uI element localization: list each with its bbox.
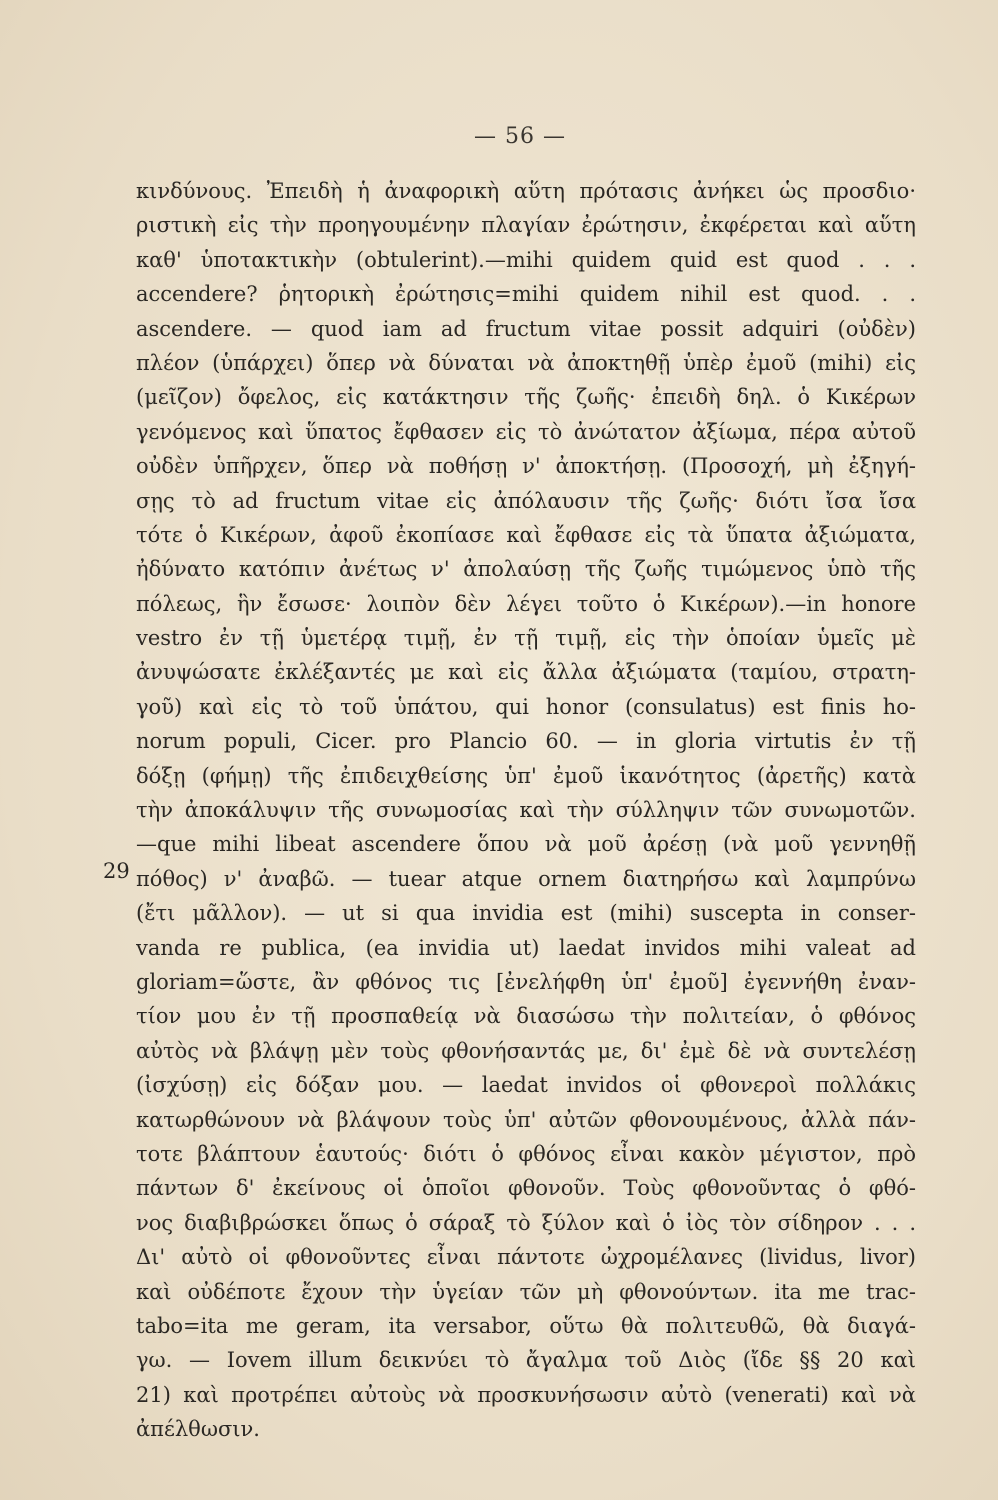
text-line: σῃς τὸ ad fructum vitae εἰς ἀπόλαυσιν τῆς ζωῆς· διότι ἴσα ἴσα <box>136 488 916 513</box>
text-line: ascendere. — quod iam ad fructum vitae possit adquiri (οὐδὲν) <box>136 316 916 341</box>
text-line: tabo=ita me geram, ita versabor, οὕτω θὰ πολιτευθῶ, θὰ διαγά- <box>136 1313 916 1338</box>
text-line: gloriam=ὥστε, ἂν φθόνος τις [ἐνελήφθη ὑπ' ἐμοῦ] ἐγεννήθη ἐναν- <box>136 969 916 994</box>
text-line: δόξῃ (φήμῃ) τῆς ἐπιδειχθείσης ὑπ' ἐμοῦ ἱκανότητος (ἀρετῆς) κατὰ <box>136 763 916 788</box>
page-number: — 56 — <box>474 124 566 149</box>
margin-line-number: 29 <box>103 859 130 883</box>
body-text <box>136 174 916 1446</box>
text-line: πλέον (ὑπάρχει) ὅπερ νὰ δύναται νὰ ἀποκτηθῇ ὑπὲρ ἐμοῦ (mihi) εἰς <box>136 350 916 375</box>
text-line: ἀνυψώσατε ἐκλέξαντές με καὶ εἰς ἄλλα ἀξιώματα (ταμίου, στρατη- <box>136 660 916 685</box>
text-line: vestro ἐν τῇ ὑμετέρᾳ τιμῇ, ἐν τῇ τιμῇ, εἰς τὴν ὁποίαν ὑμεῖς μὲ <box>136 626 916 651</box>
text-line: πάντων δ' ἐκείνους οἱ ὁποῖοι φθονοῦν. Τοὺς φθονοῦντας ὁ φθό- <box>136 1176 916 1201</box>
text-line: πόθος) ν' ἀναβῶ. — tuear atque ornem διατηρήσω καὶ λαμπρύνω <box>136 866 916 891</box>
text-line: πόλεως, ἣν ἔσωσε· λοιπὸν δὲν λέγει τοῦτο ὁ Κικέρων).—in honore <box>136 591 916 616</box>
text-line: κατωρθώνουν νὰ βλάψουν τοὺς ὑπ' αὐτῶν φθονουμένους, ἀλλὰ πάν- <box>136 1107 916 1132</box>
text-line: καθ' ὑποτακτικὴν (obtulerint).—mihi quidem quid est quod . . . <box>136 247 916 272</box>
text-line: νος διαβιβρώσκει ὅπως ὁ σάραξ τὸ ξύλον καὶ ὁ ἰὸς τὸν σίδηρον . . . <box>136 1210 916 1235</box>
text-line: γενόμενος καὶ ὕπατος ἔφθασεν εἰς τὸ ἀνώτατον ἀξίωμα, πέρα αὐτοῦ <box>136 419 916 444</box>
text-line: τὴν ἀποκάλυψιν τῆς συνωμοσίας καὶ τὴν σύλληψιν τῶν συνωμοτῶν. <box>136 798 916 823</box>
text-line: οὐδὲν ὑπῆρχεν, ὅπερ νὰ ποθήσῃ ν' ἀποκτήσῃ. (Προσοχή, μὴ ἐξηγή- <box>136 454 916 479</box>
text-line: Δι' αὐτὸ οἱ φθονοῦντες εἶναι πάντοτε ὠχρομέλανες (lividus, livor) <box>136 1245 916 1270</box>
text-line: (μεῖζον) ὄφελος, εἰς κατάκτησιν τῆς ζωῆς· ἐπειδὴ δηλ. ὁ Κικέρων <box>136 385 916 410</box>
text-line: norum populi, Cicer. pro Plancio 60. — in gloria virtutis ἐν τῇ <box>136 729 916 754</box>
text-line: —que mihi libeat ascendere ὅπου νὰ μοῦ ἀρέσῃ (νὰ μοῦ γεννηθῇ <box>136 832 916 857</box>
text-line: vanda re publica, (ea invidia ut) laedat invidos mihi valeat ad <box>136 935 916 960</box>
text-line: ἠδύνατο κατόπιν ἀνέτως ν' ἀπολαύσῃ τῆς ζωῆς τιμώμενος ὑπὸ τῆς <box>136 557 916 582</box>
text-line: αὐτὸς νὰ βλάψῃ μὲν τοὺς φθονήσαντάς με, δι' ἐμὲ δὲ νὰ συντελέσῃ <box>136 1038 916 1063</box>
text-line: (ἰσχύσῃ) εἰς δόξαν μου. — laedat invidos οἱ φθονεροὶ πολλάκις <box>136 1073 916 1098</box>
text-line: ριστικὴ εἰς τὴν προηγουμένην πλαγίαν ἐρώτησιν, ἐκφέρεται καὶ αὕτη <box>136 213 916 238</box>
text-line: accendere? ῥητορικὴ ἐρώτησις=mihi quidem nihil est quod. . . <box>136 282 916 307</box>
text-line: γω. — Iovem illum δεικνύει τὸ ἄγαλμα τοῦ Διὸς (ἴδε §§ 20 καὶ <box>136 1348 916 1373</box>
text-line: τότε ὁ Κικέρων, ἀφοῦ ἐκοπίασε καὶ ἔφθασε εἰς τὰ ὕπατα ἀξιώματα, <box>136 522 916 547</box>
text-line: τίον μου ἐν τῇ προσπαθείᾳ νὰ διασώσω τὴν πολιτείαν, ὁ φθόνος <box>136 1004 916 1029</box>
text-line: 21) καὶ προτρέπει αὐτοὺς νὰ προσκυνήσωσιν αὐτὸ (venerati) καὶ νὰ <box>136 1382 916 1407</box>
text-line: γοῦ) καὶ εἰς τὸ τοῦ ὑπάτου, qui honor (consulatus) est finis ho- <box>136 694 916 719</box>
text-line: κινδύνους. Ἐπειδὴ ἡ ἀναφορικὴ αὕτη πρότασις ἀνήκει ὡς προσδιο· <box>136 179 916 203</box>
text-line: (ἔτι μᾶλλον). — ut si qua invidia est (mihi) suscepta in conser- <box>136 901 916 926</box>
text-line: ἀπέλθωσιν. <box>136 1417 260 1442</box>
text-line: τοτε βλάπτουν ἑαυτούς· διότι ὁ φθόνος εἶναι κακὸν μέγιστον, πρὸ <box>136 1141 916 1166</box>
text-line: καὶ οὐδέποτε ἔχουν τὴν ὑγείαν τῶν μὴ φθονούντων. ita me trac- <box>136 1279 916 1304</box>
